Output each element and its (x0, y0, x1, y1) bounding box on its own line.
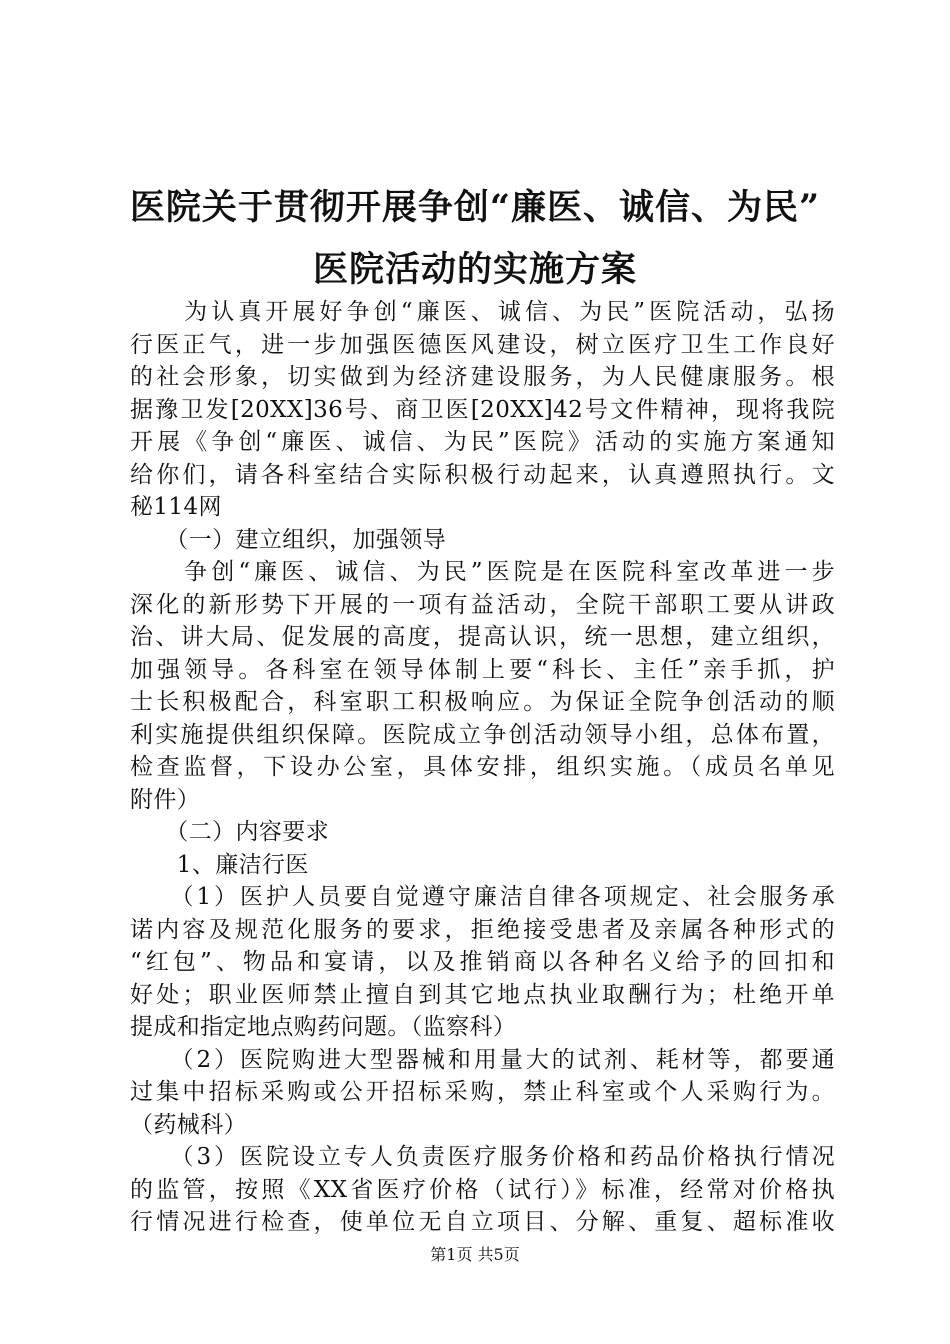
body-text-line: 争创“廉医、诚信、为民”医院是在医院科室改革进一步 (130, 559, 835, 585)
body-text-line: 开展《争创“廉医、诚信、为民”医院》活动的实施方案通知 (130, 429, 835, 455)
body-text-line: 的监管，按照《XX省医疗价格（试行）》标准，经常对价格执 (130, 1176, 835, 1203)
body-text-line: “红包”、物品和宴请，以及推销商以各种名义给予的回扣和 (130, 949, 835, 975)
body-text-line: 行情况进行检查，使单位无自立项目、分解、重复、超标准收 (130, 1209, 835, 1235)
document-body (130, 296, 835, 1239)
body-text-line: 加强领导。各科室在领导体制上要“科长、主任”亲手抓，护 (130, 656, 835, 683)
body-text-line: 为认真开展好争创“廉医、诚信、为民”医院活动，弘扬 (130, 299, 835, 325)
body-text-line: （3）医院设立专人负责医疗服务价格和药品价格执行情况 (130, 1144, 835, 1170)
body-text-line: 给你们，请各科室结合实际积极行动起来，认真遵照执行。文 (130, 461, 835, 488)
body-text-line: 治、讲大局、促发展的高度，提高认识，统一思想，建立组织， (130, 624, 835, 650)
page-footer: 第1页 共5页 (430, 1245, 520, 1264)
body-text-line: （药械科） (130, 1111, 247, 1138)
body-text-line: （2）医院购进大型器械和用量大的试剂、耗材等，都要通 (130, 1046, 835, 1073)
body-text-line: （1）医护人员要自觉遵守廉洁自律各项规定、社会服务承 (130, 884, 835, 910)
body-text-line: 提成和指定地点购药问题。（监察科） (130, 1014, 517, 1040)
body-text-line: 利实施提供组织保障。医院成立争创活动领导小组，总体布置， (130, 721, 835, 748)
body-text-line: 据豫卫发[20XX]36号、商卫医[20XX]42号文件精神，现将我院 (130, 396, 835, 423)
body-text-line: 深化的新形势下开展的一项有益活动，全院干部职工要从讲政 (130, 591, 835, 618)
body-text-line: （二）内容要求 (130, 819, 330, 845)
body-text-line: 好处；职业医师禁止擅自到其它地点执业取酬行为；杜绝开单 (130, 981, 835, 1008)
body-text-line: 检查监督，下设办公室，具体安排，组织实施。（成员名单见 (130, 754, 835, 780)
body-text-line: 附件） (130, 786, 201, 813)
body-text-line: 行医正气，进一步加强医德医风建设，树立医疗卫生工作良好 (130, 331, 835, 358)
body-text-line: 1、廉洁行医 (130, 851, 309, 878)
document-title-line-1: 医院关于贯彻开展争创“廉医、诚信、为民” (129, 187, 821, 228)
body-text-line: 诺内容及规范化服务的要求，拒绝接受患者及亲属各种形式的 (130, 916, 835, 943)
document-title-line-2: 医院活动的实施方案 (312, 249, 637, 290)
body-text-line: 士长积极配合，科室职工积极响应。为保证全院争创活动的顺 (130, 689, 835, 715)
body-text-line: （一）建立组织，加强领导 (130, 526, 447, 553)
body-text-line: 秘114网 (130, 494, 222, 520)
body-text-line: 过集中招标采购或公开招标采购，禁止科室或个人采购行为。 (130, 1079, 835, 1105)
body-text-line: 的社会形象，切实做到为经济建设服务，为人民健康服务。根 (130, 364, 835, 390)
